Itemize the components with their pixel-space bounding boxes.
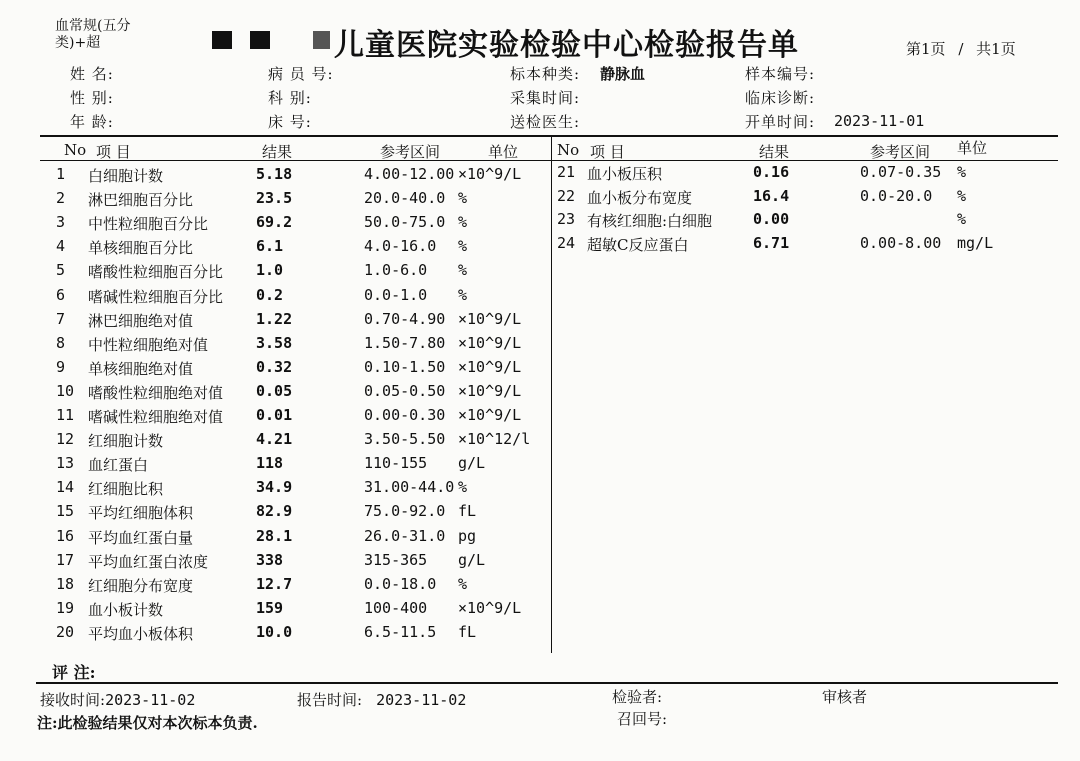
col-header-no-right: No [557, 141, 580, 159]
row-result: 1.22 [256, 309, 293, 328]
bed-label: 床 号: [268, 113, 312, 131]
name-label: 姓 名: [70, 65, 114, 83]
diagnosis-label: 临床诊断: [745, 89, 816, 107]
row-result: 0.05 [256, 381, 293, 400]
row-item-name: 血小板压积 [587, 165, 663, 183]
row-ref-range: 110-155 [364, 454, 428, 473]
row-item-name: 单核细胞绝对值 [88, 359, 194, 378]
page-info [906, 38, 1016, 59]
row-ref-range: 0.00-8.00 [860, 233, 942, 252]
row-result: 118 [256, 454, 284, 473]
row-ref-range: 50.0-75.0 [364, 213, 446, 232]
row-number: 14 [56, 478, 75, 497]
row-item-name: 有核红细胞:白细胞 [587, 212, 713, 230]
row-item-name: 平均血小板体积 [88, 624, 194, 643]
comment-label: 评 注: [52, 663, 96, 682]
row-unit: g/L [458, 550, 486, 569]
table-row [56, 430, 546, 454]
row-unit: ×10^9/L [458, 357, 522, 376]
row-number: 7 [56, 309, 66, 328]
row-result: 4.21 [256, 430, 293, 449]
table-row [56, 599, 546, 623]
row-ref-range: 0.0-18.0 [364, 574, 437, 593]
col-header-item-right: 项 目 [590, 143, 625, 161]
row-unit: ×10^12/l [458, 430, 531, 449]
redacted-block [212, 31, 232, 49]
row-item-name: 嗜碱性粒细胞百分比 [88, 287, 224, 306]
row-number: 22 [557, 186, 576, 205]
table-row [56, 382, 546, 406]
redacted-block [313, 31, 330, 49]
row-result: 12.7 [256, 574, 293, 593]
row-ref-range: 20.0-40.0 [364, 189, 446, 208]
table-row [557, 187, 1057, 211]
table-row [56, 502, 546, 526]
row-result: 0.01 [256, 406, 293, 424]
inspector-label: 检验者: [612, 688, 663, 706]
row-item-name: 中性粒细胞百分比 [88, 215, 209, 234]
row-ref-range: 1.50-7.80 [364, 333, 446, 352]
row-ref-range: 6.5-11.5 [364, 622, 437, 641]
row-number: 12 [56, 430, 75, 449]
department-label: 科 别: [268, 89, 312, 107]
col-header-unit-right: 单位 [957, 139, 988, 157]
row-result: 3.58 [256, 333, 293, 352]
row-result: 28.1 [256, 526, 293, 545]
row-number: 10 [56, 381, 75, 400]
row-item-name: 中性粒细胞绝对值 [88, 335, 209, 354]
row-item-name: 单核细胞百分比 [88, 239, 194, 258]
test-category-label: 血常规(五分类)+超 [55, 18, 131, 51]
row-number: 6 [56, 285, 66, 304]
col-header-ref: 参考区间 [380, 143, 441, 161]
row-unit: g/L [458, 454, 486, 473]
row-item-name: 淋巴细胞绝对值 [88, 311, 194, 330]
row-unit: % [957, 163, 967, 181]
row-unit: % [458, 213, 468, 232]
report-time-label: 报告时间: [297, 691, 363, 709]
row-item-name: 红细胞计数 [88, 432, 164, 451]
row-result: 10.0 [256, 622, 293, 641]
row-ref-range: 0.0-1.0 [364, 285, 428, 304]
row-result: 6.71 [753, 233, 790, 252]
receive-time-value: 2023-11-02 [105, 691, 196, 709]
col-header-item: 项 目 [96, 143, 131, 161]
row-unit: % [957, 186, 967, 205]
row-number: 9 [56, 357, 66, 376]
row-ref-range: 0.10-1.50 [364, 357, 446, 376]
table-row [557, 210, 1057, 234]
table-row [56, 358, 546, 382]
row-unit: % [458, 285, 468, 304]
table-row [56, 551, 546, 575]
row-number: 24 [557, 233, 576, 252]
order-time-label: 开单时间: [745, 113, 816, 131]
table-row [56, 334, 546, 358]
page-total: 共1页 [976, 40, 1016, 58]
row-number: 4 [56, 237, 66, 256]
row-item-name: 超敏C反应蛋白 [587, 235, 689, 254]
report-time-value: 2023-11-02 [376, 691, 467, 709]
col-header-result: 结果 [262, 143, 293, 161]
col-header-no: No [64, 141, 87, 159]
row-result: 5.18 [256, 165, 293, 183]
disclaimer-note: 注:此检验结果仅对本次标本负责. [37, 714, 258, 732]
row-number: 19 [56, 598, 75, 617]
table-column-divider [551, 136, 552, 653]
row-unit: mg/L [957, 233, 994, 252]
row-item-name: 红细胞分布宽度 [88, 576, 194, 595]
col-header-unit: 单位 [488, 143, 519, 161]
table-row [56, 310, 546, 334]
table-row [56, 165, 546, 189]
row-ref-range: 4.0-16.0 [364, 237, 437, 256]
table-row [56, 261, 546, 285]
row-number: 18 [56, 574, 75, 593]
row-ref-range: 26.0-31.0 [364, 526, 446, 545]
row-unit: % [458, 189, 468, 208]
col-header-ref-right: 参考区间 [870, 143, 931, 161]
receive-time-label: 接收时间: [40, 691, 106, 709]
row-item-name: 嗜酸性粒细胞绝对值 [88, 383, 224, 402]
row-unit: % [458, 478, 468, 497]
row-unit: fL [458, 622, 477, 641]
row-ref-range: 1.0-6.0 [364, 261, 428, 280]
row-unit: pg [458, 526, 477, 545]
row-result: 1.0 [256, 261, 284, 280]
row-item-name: 红细胞比积 [88, 480, 164, 499]
row-number: 5 [56, 261, 66, 280]
row-unit: % [458, 261, 468, 280]
row-unit: % [458, 574, 468, 593]
row-unit: ×10^9/L [458, 333, 522, 352]
report-title: 儿童医院实验检验中心检验报告单 [334, 28, 799, 63]
sample-no-label: 样本编号: [745, 65, 816, 83]
row-result: 0.2 [256, 285, 284, 304]
row-unit: fL [458, 502, 477, 521]
row-number: 13 [56, 454, 75, 473]
row-number: 3 [56, 213, 66, 232]
row-number: 11 [56, 406, 75, 424]
row-result: 0.32 [256, 357, 293, 376]
table-row [56, 286, 546, 310]
table-row [56, 213, 546, 237]
row-result: 6.1 [256, 237, 284, 256]
row-ref-range: 100-400 [364, 598, 428, 617]
row-number: 20 [56, 622, 75, 641]
row-number: 2 [56, 189, 66, 208]
row-result: 82.9 [256, 502, 293, 521]
row-number: 23 [557, 210, 576, 228]
patient-no-label: 病 员 号: [268, 65, 334, 83]
row-ref-range: 315-365 [364, 550, 428, 569]
row-unit: ×10^9/L [458, 165, 522, 183]
row-result: 69.2 [256, 213, 293, 232]
row-number: 1 [56, 165, 66, 183]
row-item-name: 淋巴细胞百分比 [88, 191, 194, 210]
row-number: 21 [557, 163, 576, 181]
row-number: 17 [56, 550, 75, 569]
row-item-name: 嗜酸性粒细胞百分比 [88, 263, 224, 282]
row-ref-range: 4.00-12.00 [364, 165, 455, 183]
row-ref-range: 0.00-0.30 [364, 406, 446, 424]
table-top-rule [40, 135, 1058, 137]
row-result: 16.4 [753, 186, 790, 205]
sample-type-value: 静脉血 [600, 65, 646, 83]
row-number: 8 [56, 333, 66, 352]
row-result: 34.9 [256, 478, 293, 497]
table-row [56, 454, 546, 478]
gender-label: 性 别: [70, 89, 114, 107]
table-row [56, 237, 546, 261]
table-row [56, 623, 546, 647]
row-number: 16 [56, 526, 75, 545]
page-separator: / [958, 40, 964, 58]
footer-top-rule [36, 682, 1058, 684]
order-time-value: 2023-11-01 [834, 112, 925, 130]
row-unit: ×10^9/L [458, 598, 522, 617]
table-row [56, 478, 546, 502]
sample-type-label: 标本种类: [510, 65, 581, 83]
col-header-result-right: 结果 [759, 143, 790, 161]
row-unit: ×10^9/L [458, 381, 522, 400]
row-item-name: 白细胞计数 [88, 167, 164, 185]
row-unit: ×10^9/L [458, 406, 522, 424]
row-result: 159 [256, 598, 284, 617]
row-ref-range: 3.50-5.50 [364, 430, 446, 449]
row-ref-range: 31.00-44.0 [364, 478, 455, 497]
row-ref-range: 0.70-4.90 [364, 309, 446, 328]
row-ref-range: 75.0-92.0 [364, 502, 446, 521]
row-item-name: 平均血红蛋白浓度 [88, 552, 209, 571]
page-number: 第1页 [906, 40, 946, 58]
report-time [297, 689, 466, 710]
age-label: 年 龄: [70, 113, 114, 131]
reviewer-label: 审核者 [822, 688, 868, 706]
table-row [56, 406, 546, 430]
table-row [56, 575, 546, 599]
row-ref-range: 0.05-0.50 [364, 381, 446, 400]
row-item-name: 血小板计数 [88, 600, 164, 619]
table-row [56, 527, 546, 551]
row-item-name: 平均红细胞体积 [88, 504, 194, 523]
receive-time [40, 689, 195, 710]
row-ref-range: 0.0-20.0 [860, 186, 933, 205]
row-result: 0.16 [753, 163, 790, 181]
table-row [56, 189, 546, 213]
row-item-name: 血红蛋白 [88, 456, 149, 475]
row-number: 15 [56, 502, 75, 521]
row-ref-range: 0.07-0.35 [860, 163, 942, 181]
row-item-name: 嗜碱性粒细胞绝对值 [88, 408, 224, 426]
collect-time-label: 采集时间: [510, 89, 581, 107]
row-item-name: 血小板分布宽度 [587, 188, 693, 207]
table-row [557, 234, 1057, 258]
row-item-name: 平均血红蛋白量 [88, 528, 194, 547]
doctor-label: 送检医生: [510, 113, 581, 131]
recall-label: 召回号: [617, 710, 668, 728]
table-row [557, 163, 1057, 187]
row-result: 0.00 [753, 210, 790, 228]
row-result: 23.5 [256, 189, 293, 208]
row-unit: ×10^9/L [458, 309, 522, 328]
row-unit: % [458, 237, 468, 256]
redacted-block [250, 31, 270, 49]
row-result: 338 [256, 550, 284, 569]
row-unit: % [957, 210, 967, 228]
